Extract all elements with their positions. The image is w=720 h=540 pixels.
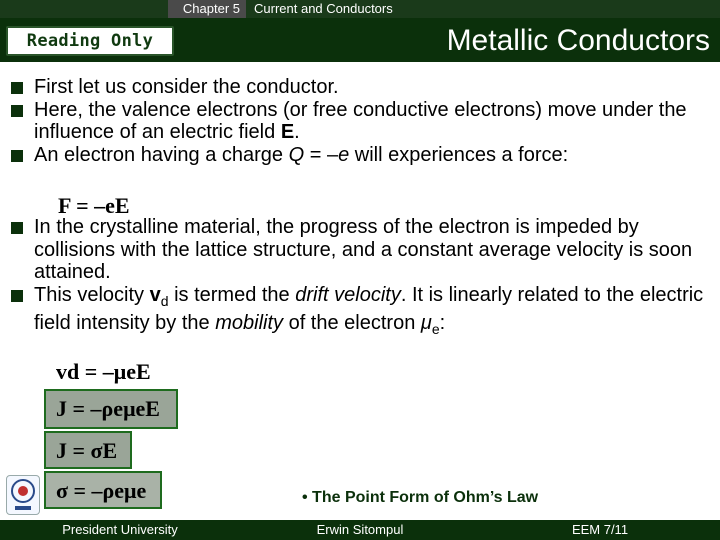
- footer-institution: President University: [62, 522, 178, 537]
- bullet-item: First let us consider the conductor.: [8, 76, 718, 99]
- slide-title: Metallic Conductors: [446, 24, 710, 57]
- current-density-formula-box: J = –ρeμeE: [44, 389, 178, 429]
- footer-author: Erwin Sitompul: [316, 522, 404, 537]
- footer-bar: [0, 520, 720, 540]
- bullet-item: Here, the valence electrons (or free conductive electrons) move under the influence of an electric field E.: [8, 99, 718, 144]
- footer-page: EEM 7/11: [571, 522, 629, 537]
- bullet-item: An electron having a charge Q = –e will experiences a force:: [8, 144, 718, 167]
- chapter-label: Chapter 5: [168, 0, 246, 18]
- breadcrumb: Current and Conductors: [254, 1, 393, 16]
- bullet-marker: [11, 290, 23, 302]
- top-bar: [0, 0, 720, 18]
- ohm-law-label: • The Point Form of Ohm’s Law: [302, 489, 539, 506]
- reading-only-badge: Reading Only: [6, 26, 174, 56]
- bullet-item: In the crystalline material, the progress of the electron is impeded by collisions with the lattice structure, and a constant average velocity is soon attained.: [8, 216, 718, 284]
- drift-velocity-formula: vd = –μeE: [56, 359, 151, 384]
- ohm-point-formula-box: J = σE: [44, 431, 132, 469]
- bullet-item: This velocity $v_d$ is termed the drift velocity. It is linearly related to the electric field intensity by the mobility of the electron $\mu_e$:: [8, 284, 718, 341]
- conductivity-formula-box: σ = –ρeμe: [44, 471, 162, 509]
- force-formula: F = –eE: [58, 193, 130, 218]
- bullet-marker: [11, 150, 23, 162]
- bullet-marker: [11, 82, 23, 94]
- bullet-marker: [11, 222, 23, 234]
- bullet-marker: [11, 105, 23, 117]
- university-logo-icon: [6, 475, 40, 515]
